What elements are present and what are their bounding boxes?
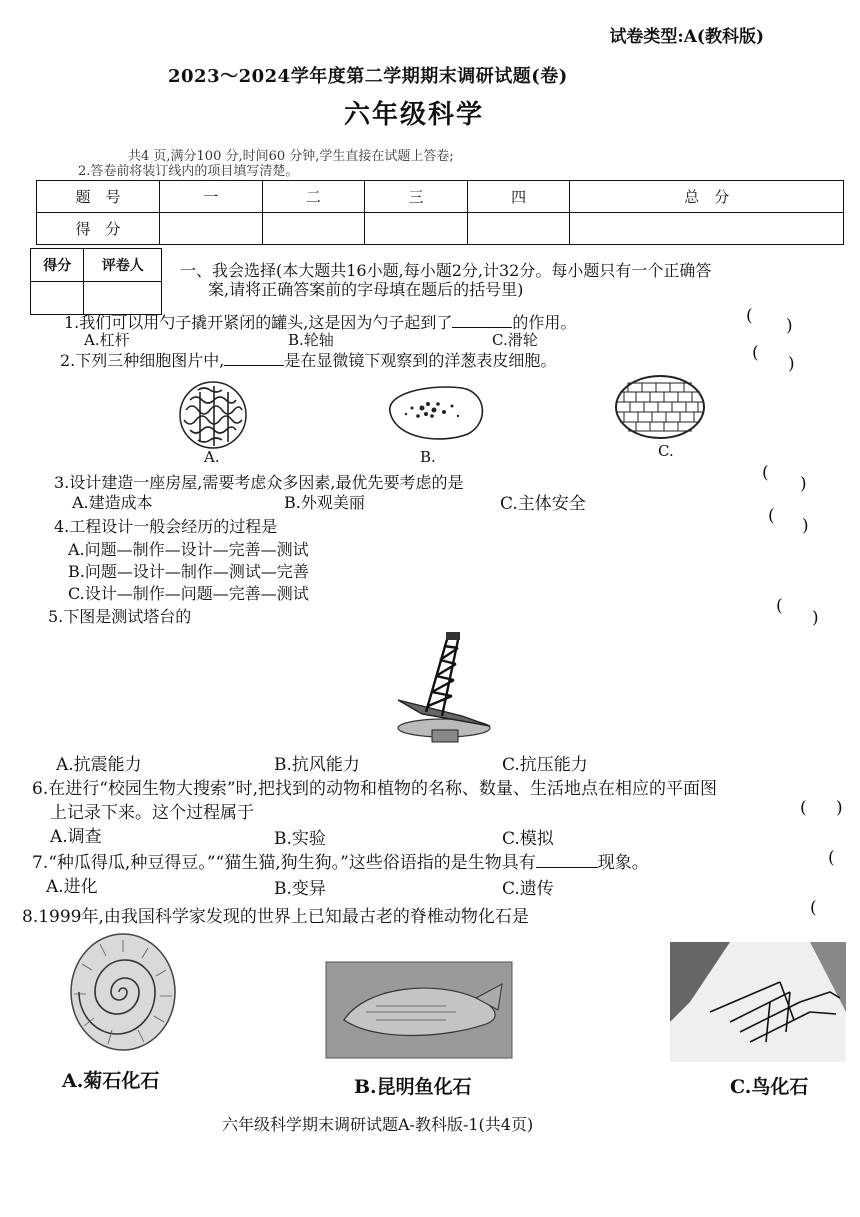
- answer-paren-close: ): [812, 608, 819, 628]
- cell-image-b: [382, 382, 488, 444]
- cell-option-c[interactable]: C.: [658, 442, 674, 460]
- option-b[interactable]: B.外观美丽: [284, 493, 365, 512]
- question-2: 2.下列三种细胞图片中, 是在显微镜下观察到的洋葱表皮细胞。: [60, 351, 557, 370]
- score-cell[interactable]: [570, 213, 844, 245]
- answer-paren-close: ): [802, 516, 809, 536]
- option-c[interactable]: C.抗压能力: [502, 755, 588, 775]
- option-c[interactable]: C.模拟: [502, 829, 554, 849]
- grader-box: [30, 248, 162, 315]
- fossil-caption-a[interactable]: A.菊石化石: [62, 1070, 160, 1092]
- option-a[interactable]: A.问题—制作—设计—完善—测试: [68, 540, 309, 559]
- score-table: [36, 180, 844, 245]
- option-c[interactable]: C.设计—制作—问题—完善—测试: [68, 584, 309, 603]
- score-table-header-cell: 三: [365, 181, 468, 213]
- option-b[interactable]: B.实验: [274, 829, 326, 849]
- paper-type: 试卷类型:A(教科版): [609, 27, 764, 47]
- answer-paren-open[interactable]: (: [762, 463, 769, 483]
- exam-title: 2023～2024学年度第二学期期末调研试题(卷): [168, 66, 568, 87]
- score-cell[interactable]: [467, 213, 570, 245]
- option-c[interactable]: C.滑轮: [492, 331, 538, 349]
- section-heading-1: 一、我会选择(本大题共16小题,每小题2分,计32分。每小题只有一个正确答: [180, 261, 712, 280]
- exam-note-1: 共4 页,满分100 分,时间60 分钟,学生直接在试题上答卷;: [128, 149, 454, 164]
- answer-paren-open[interactable]: (: [752, 343, 759, 363]
- answer-paren-open[interactable]: (: [810, 898, 817, 918]
- question-1: 1.我们可以用勺子撬开紧闭的罐头,这是因为勺子起到了 的作用。: [64, 313, 577, 332]
- option-b[interactable]: B.问题—设计—制作—测试—完善: [68, 562, 309, 581]
- score-cell[interactable]: [365, 213, 468, 245]
- score-table-header-cell: 题 号: [37, 181, 160, 213]
- option-a[interactable]: A.杠杆: [84, 331, 130, 349]
- score-table-header-cell: 二: [262, 181, 365, 213]
- option-a[interactable]: A.抗震能力: [56, 755, 142, 775]
- cell-option-a[interactable]: A.: [204, 448, 220, 466]
- option-c[interactable]: C.遗传: [502, 879, 554, 899]
- question-6-line-2: 上记录下来。这个过程属于: [50, 803, 254, 823]
- exam-note-2: 2.答卷前将装订线内的项目填写清楚。: [78, 164, 299, 179]
- question-7: 7.“种瓜得瓜,种豆得豆。”“猫生猫,狗生狗。”这些俗语指的是生物具有 现象。: [32, 853, 649, 873]
- answer-paren-close: ): [800, 474, 807, 494]
- answer-blank[interactable]: [536, 867, 598, 868]
- fish-fossil-image: [326, 962, 512, 1058]
- score-cell[interactable]: [160, 213, 263, 245]
- option-a[interactable]: A.建造成本: [72, 493, 153, 512]
- grader-name-label: 评卷人: [84, 249, 162, 282]
- section-heading-2: 案,请将正确答案前的字母填在题后的括号里): [208, 280, 524, 299]
- answer-paren-open[interactable]: (: [746, 306, 753, 326]
- score-table-header-cell: 总 分: [570, 181, 844, 213]
- bird-fossil-image: [670, 942, 846, 1062]
- answer-paren-open[interactable]: (: [776, 596, 783, 616]
- score-table-header-cell: 四: [467, 181, 570, 213]
- option-b[interactable]: B.抗风能力: [274, 755, 360, 775]
- ammonite-fossil-image: [68, 930, 178, 1052]
- question-4: 4.工程设计一般会经历的过程是: [54, 517, 278, 536]
- cell-image-c: [614, 374, 706, 440]
- fossil-caption-b[interactable]: B.昆明鱼化石: [354, 1076, 472, 1098]
- grader-score-label: 得分: [31, 249, 84, 282]
- option-c[interactable]: C.主体安全: [500, 494, 586, 514]
- cell-image-a: [178, 380, 248, 450]
- question-8: 8.1999年,由我国科学家发现的世界上已知最古老的脊椎动物化石是: [22, 907, 529, 927]
- answer-blank[interactable]: [224, 365, 284, 366]
- score-cell[interactable]: [262, 213, 365, 245]
- answer-paren-close: ): [836, 798, 843, 818]
- option-a[interactable]: A.调查: [50, 827, 102, 847]
- answer-paren-close: ): [786, 316, 793, 336]
- page-footer: 六年级科学期末调研试题A-教科版-1(共4页): [222, 1115, 534, 1134]
- score-table-header-cell: 一: [160, 181, 263, 213]
- option-a[interactable]: A.进化: [46, 877, 98, 897]
- answer-paren-open[interactable]: (: [768, 506, 775, 526]
- question-3: 3.设计建造一座房屋,需要考虑众多因素,最优先要考虑的是: [54, 473, 464, 492]
- tower-test-image: [392, 630, 502, 746]
- question-6: 6.在进行“校园生物大搜索”时,把找到的动物和植物的名称、数量、生活地点在相应的平面图: [32, 779, 718, 799]
- answer-paren-open[interactable]: (: [800, 798, 807, 818]
- fossil-caption-c[interactable]: C.鸟化石: [730, 1076, 809, 1098]
- subject-title: 六年级科学: [344, 100, 485, 130]
- answer-paren-open[interactable]: (: [828, 848, 835, 868]
- question-5: 5.下图是测试塔台的: [48, 607, 192, 626]
- option-b[interactable]: B.变异: [274, 879, 326, 899]
- score-table-row-label: 得 分: [37, 213, 160, 245]
- option-b[interactable]: B.轮轴: [288, 331, 334, 349]
- answer-blank[interactable]: [452, 327, 512, 328]
- cell-option-b[interactable]: B.: [420, 448, 436, 466]
- answer-paren-close: ): [788, 354, 795, 374]
